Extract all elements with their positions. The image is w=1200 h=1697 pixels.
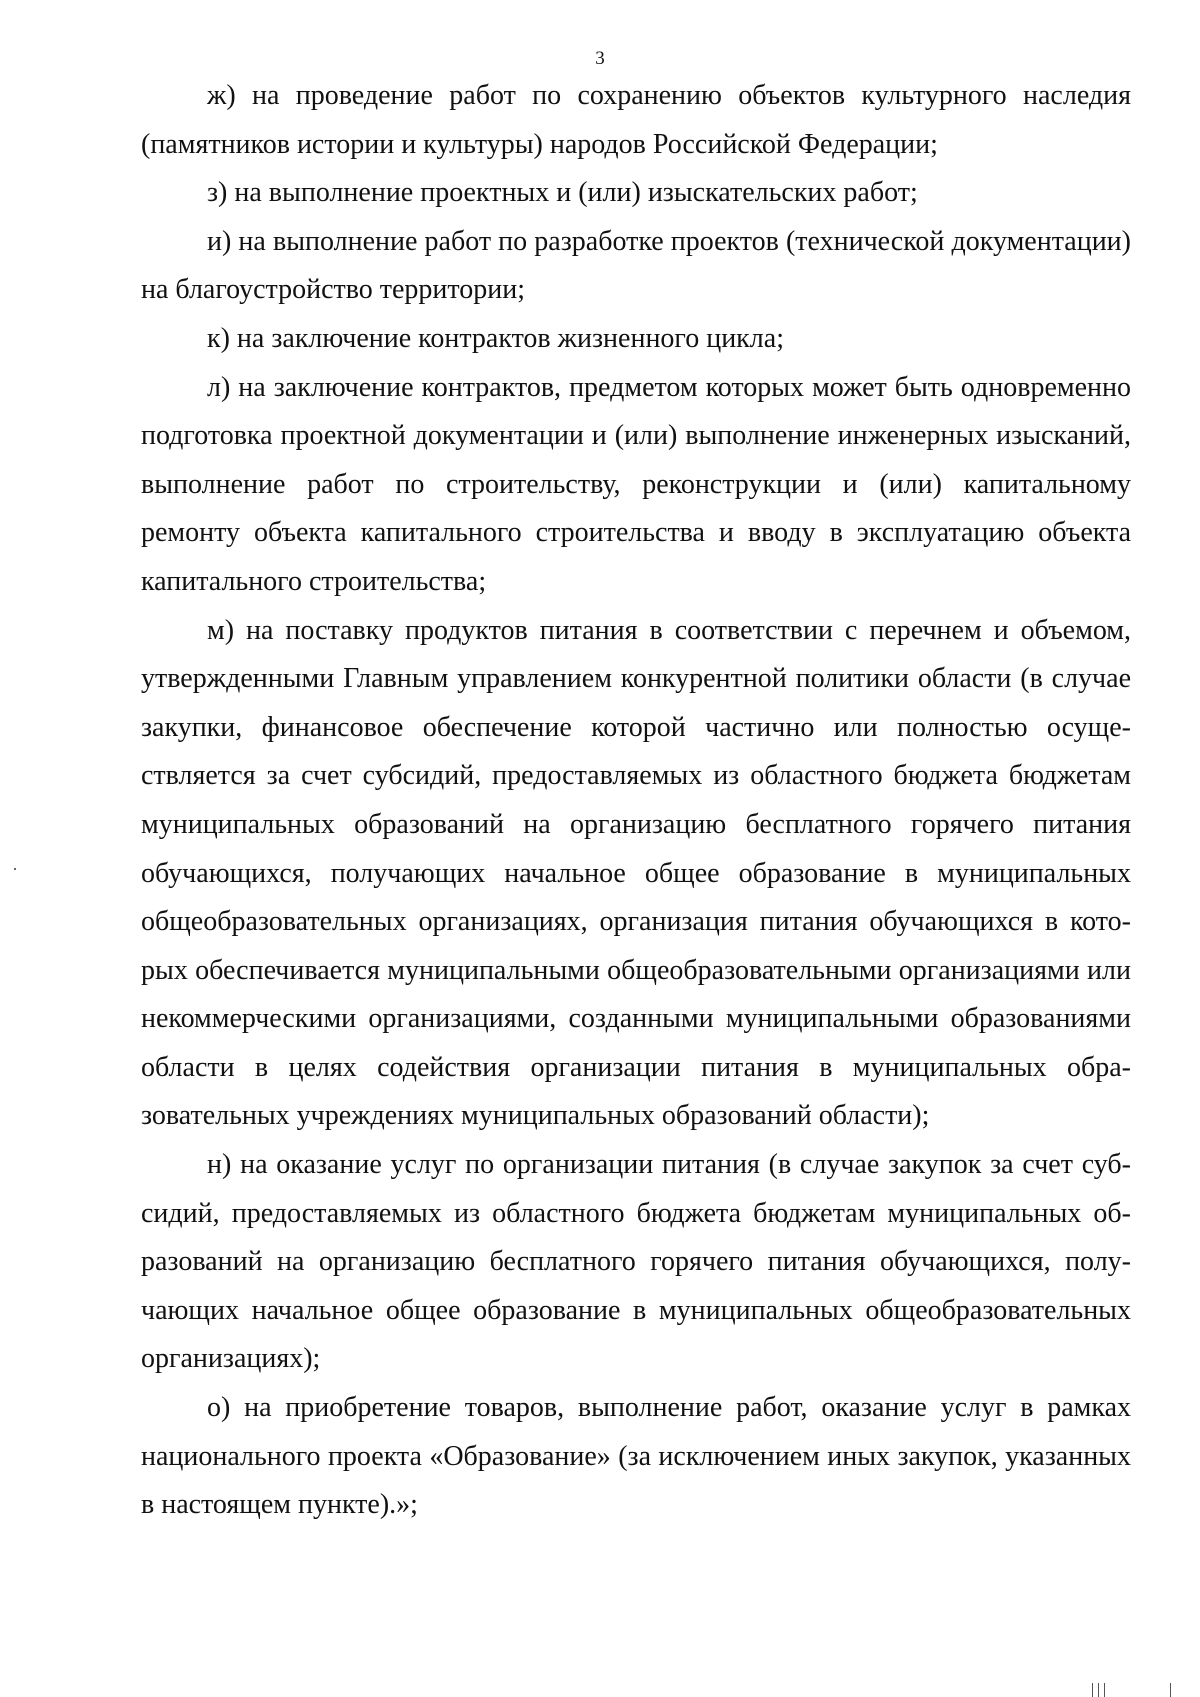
paragraph-z: з) на выполнение проектных и (или) изыскательских работ;	[207, 177, 918, 209]
paragraph-m: м) на поставку продуктов питания в соответствии с перечнем и объемом, утвержденными Главным управлением конкурентной политики области (в случае закупки, финансовое обеспечение которой частично или полностью осуществляется за счет субсидий, предоставляемых из областного бюджета бюджетам муниципальных образований на организацию бесплатного горячего питания обучающихся, получающих начальное общее образование в муниципальных общеобразовательных организациях, организация питания обучающихся в которых обеспечивается муниципальными общеобразовательными организациями или некоммерческими организациями, созданными муниципальными образованиями области в целях содействия организации питания в муниципальных образовательных учреждениях муниципальных образований области);	[141, 614, 1131, 1132]
scan-dot	[14, 868, 16, 870]
paragraph-k: к) на заключение контрактов жизненного цикла;	[207, 322, 784, 354]
scan-mark	[1170, 1683, 1171, 1697]
paragraph-l: л) на заключение контрактов, предметом которых может быть одновременно подготовка проектной документации и (или) выполнение инженерных изысканий, выполнение работ по строительству, реконструкции и (или) капитальному ремонту объекта капитального строительства и вводу в эксплуатацию объекта капитального строительства;	[141, 371, 1131, 597]
paragraph-n: н) на оказание услуг по организации питания (в случае закупок за счет субсидий, предоставляемых из областного бюджета бюджетам муниципальных образований на организацию бесплатного горячего питания обучающихся, получающих начальное общее образование в муниципальных общеобразовательных организациях);	[141, 1149, 1131, 1375]
paragraph-zh: ж) на проведение работ по сохранению объектов культурного наследия (памятников истории и культуры) народов Российской Федерации;	[141, 80, 1131, 160]
paragraph-i: и) на выполнение работ по разработке проектов (технической документации) на благоустройство территории;	[141, 225, 1131, 306]
scan-mark	[1092, 1683, 1093, 1697]
document-body	[141, 72, 1131, 1530]
scan-mark	[1104, 1683, 1105, 1697]
page-number: 3	[595, 48, 605, 69]
scan-mark	[1098, 1683, 1099, 1697]
paragraph-o: о) на приобретение товаров, выполнение работ, оказание услуг в рамках национального проекта «Образование» (за исключением иных закупок, указанных в настоящем пункте).»;	[141, 1392, 1131, 1521]
